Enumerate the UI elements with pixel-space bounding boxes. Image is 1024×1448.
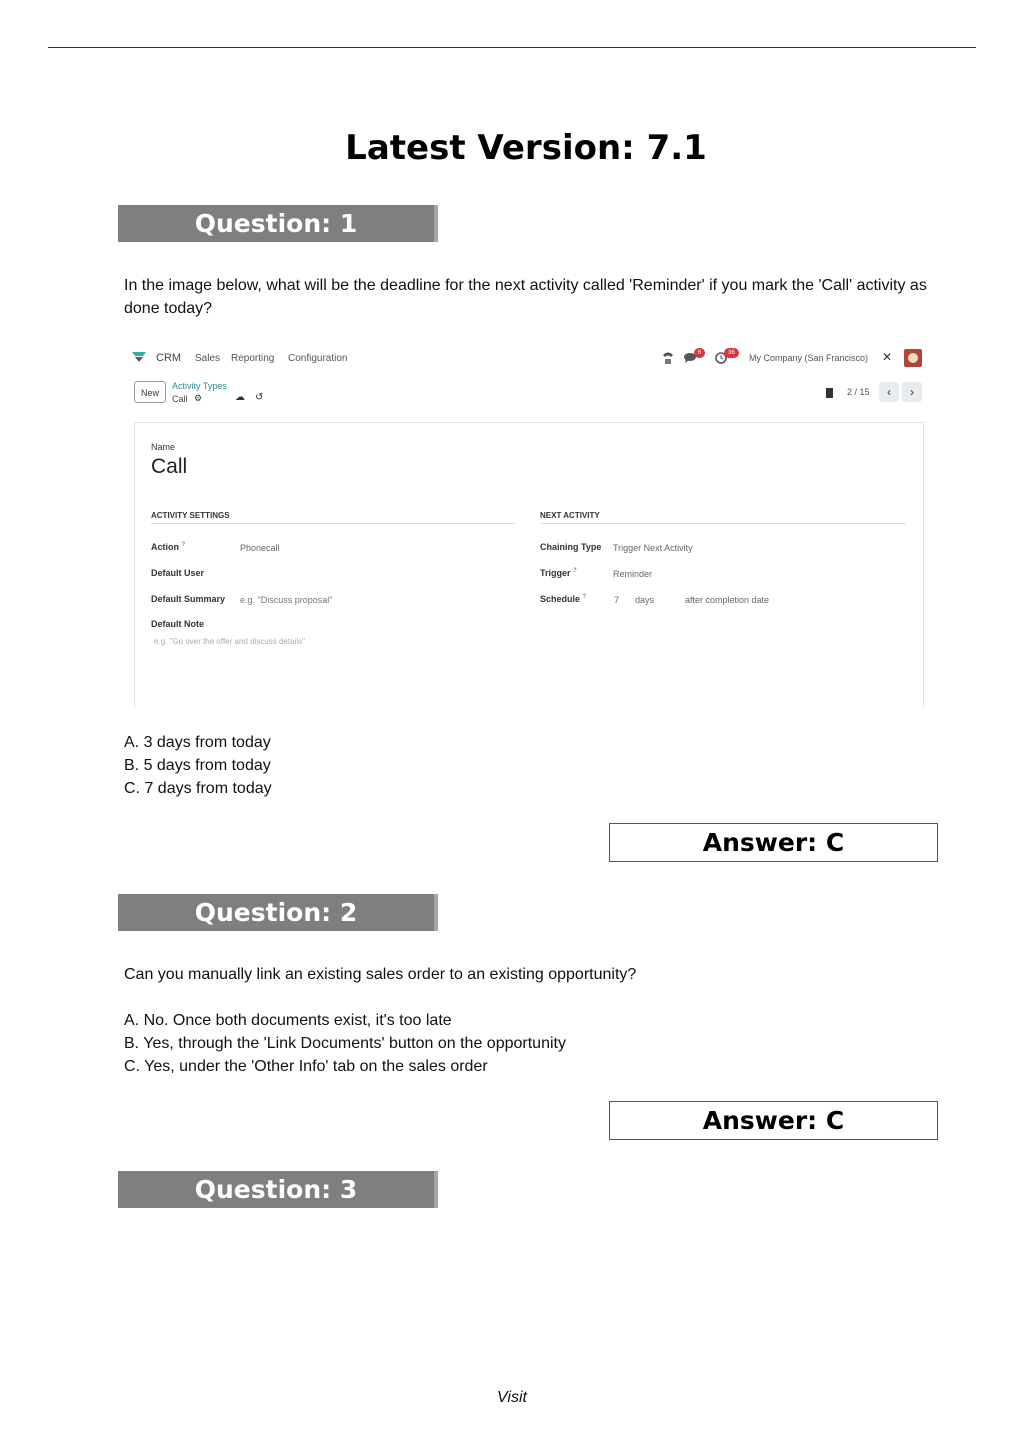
top-rule <box>48 47 976 48</box>
footer-visit[interactable]: Visit <box>497 1389 527 1406</box>
action-field[interactable]: Phonecall <box>240 543 280 553</box>
crm-logo-icon <box>132 352 146 362</box>
question-2-heading: Question: 2 <box>194 898 358 927</box>
default-note-label: Default Note <box>151 619 205 629</box>
default-summary-field[interactable]: e.g. "Discuss proposal" <box>240 595 333 605</box>
question-3-heading: Question: 3 <box>194 1175 358 1204</box>
schedule-number-field[interactable]: 7 <box>614 595 620 605</box>
trigger-field[interactable]: Reminder <box>613 569 653 579</box>
next-activity-divider <box>540 523 906 524</box>
avatar[interactable] <box>904 349 922 367</box>
name-field[interactable]: Call <box>151 455 188 478</box>
menu-sales[interactable]: Sales <box>195 353 221 364</box>
question-2-answer: Answer: C <box>702 1106 845 1135</box>
schedule-reference-field[interactable]: after completion date <box>685 595 770 605</box>
schedule-label: Schedule ? <box>540 594 587 604</box>
messages-badge: 6 <box>694 348 705 358</box>
question-1-options <box>124 731 272 800</box>
breadcrumb-current: Call <box>172 394 188 404</box>
save-cloud-icon[interactable]: ☁ <box>235 392 245 403</box>
company-switcher[interactable]: My Company (San Francisco) <box>749 353 869 363</box>
name-label: Name <box>151 442 176 452</box>
pager-value[interactable]: 2 / 15 <box>847 387 870 397</box>
activity-settings-heading: ACTIVITY SETTINGS <box>151 511 230 520</box>
action-label: Action ? <box>151 542 186 552</box>
embedded-screenshot <box>124 342 932 708</box>
chaining-type-label: Chaining Type <box>540 542 602 552</box>
menu-configuration[interactable]: Configuration <box>288 353 348 364</box>
clipboard-icon[interactable] <box>826 388 833 398</box>
option-a: A. No. Once both documents exist, it's too late <box>124 1012 452 1029</box>
menu-reporting[interactable]: Reporting <box>231 353 275 364</box>
trigger-label: Trigger ? <box>540 568 577 578</box>
document-title: Latest Version: 7.1 <box>345 128 707 168</box>
default-user-label: Default User <box>151 568 205 578</box>
question-1-text: In the image below, what will be the deadline for the next activity called 'Reminder' if you mark the 'Call' activity as done today? <box>124 277 927 317</box>
question-2-answer-box <box>609 1101 938 1140</box>
activities-badge: 36 <box>724 348 739 358</box>
question-2-text: Can you manually link an existing sales order to an existing opportunity? <box>124 966 637 983</box>
question-2-banner <box>118 894 438 931</box>
new-button[interactable]: New <box>134 381 166 403</box>
phone-icon[interactable] <box>662 351 674 365</box>
default-summary-label: Default Summary <box>151 594 226 604</box>
question-1-answer: Answer: C <box>702 828 845 857</box>
option-a: A. 3 days from today <box>124 734 271 751</box>
option-b: B. Yes, through the 'Link Documents' button on the opportunity <box>124 1035 566 1052</box>
question-1-banner <box>118 205 438 242</box>
question-3-banner <box>118 1171 438 1208</box>
chaining-type-field[interactable]: Trigger Next Activity <box>613 543 693 553</box>
next-activity-heading: NEXT ACTIVITY <box>540 511 600 520</box>
breadcrumb-activity-types[interactable]: Activity Types <box>172 381 227 391</box>
form-sheet <box>134 422 924 708</box>
question-1-answer-box <box>609 823 938 862</box>
option-c: C. 7 days from today <box>124 780 272 797</box>
option-c: C. Yes, under the 'Other Info' tab on the sales order <box>124 1058 488 1075</box>
gear-icon[interactable]: ⚙ <box>194 393 203 403</box>
question-1-heading: Question: 1 <box>194 209 358 238</box>
pager-next-button[interactable]: › <box>902 382 922 402</box>
discard-icon[interactable]: ↺ <box>255 392 264 403</box>
tools-icon[interactable]: ✕ <box>882 350 893 364</box>
activity-settings-divider <box>151 523 516 524</box>
option-b: B. 5 days from today <box>124 757 271 774</box>
app-name[interactable]: CRM <box>156 352 182 364</box>
question-2-options <box>124 1009 566 1078</box>
schedule-unit-field[interactable]: days <box>635 595 655 605</box>
default-note-field[interactable]: e.g. "Go over the offer and discuss details" <box>154 637 305 646</box>
pager-previous-button[interactable]: ‹ <box>879 382 899 402</box>
